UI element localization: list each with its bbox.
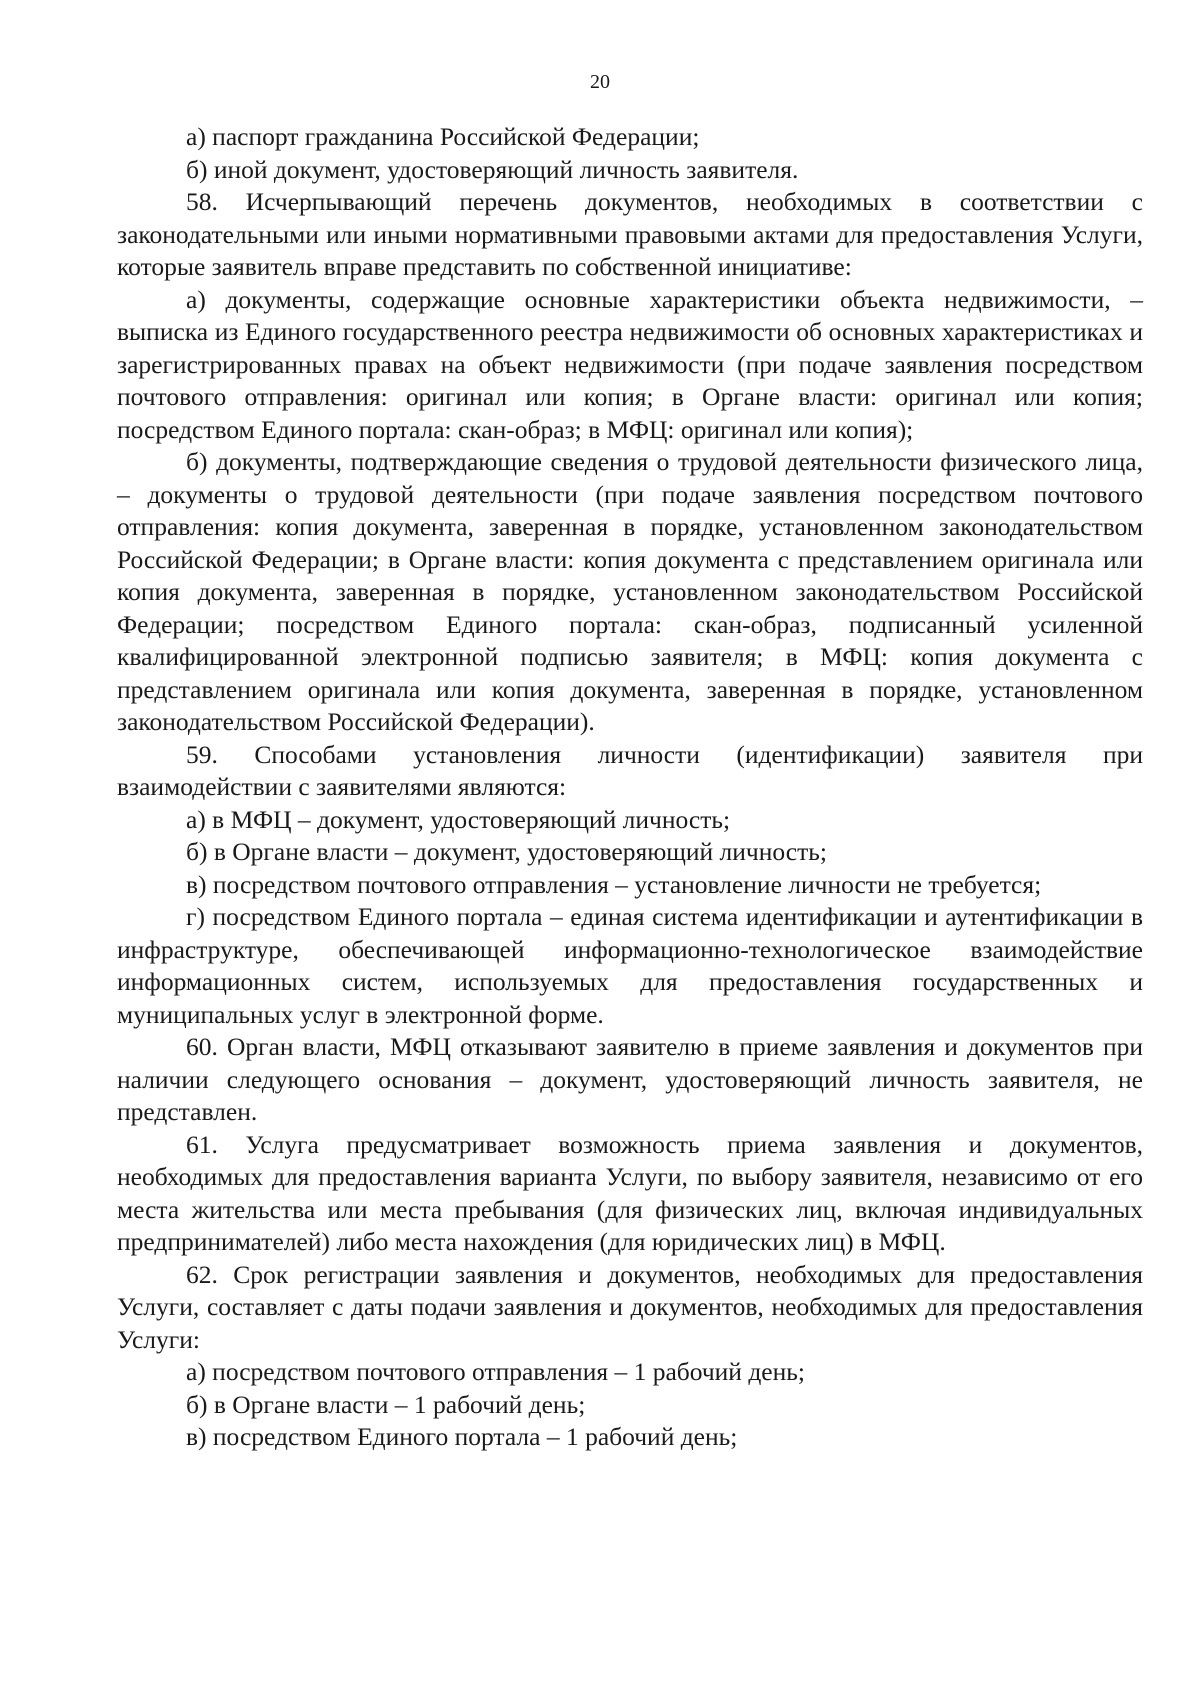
paragraph-61-extraterritorial: 61. Услуга предусматривает возможность приема заявления и документов, необходимых для предоставления варианта Услуги, по выбору заявителя, независимо от его места жительства или места пребывания (для физических лиц, включая индивидуальных предпринимателей) либо места нахождения (для юридических лиц) в МФЦ. <box>117 1129 1143 1256</box>
paragraph-62-registration-term: 62. Срок регистрации заявления и документов, необходимых для предоставления Услуги, составляет с даты подачи заявления и документов, необходимых для предоставления Услуги: <box>117 1259 1143 1354</box>
paragraph-58b-labor-activity: б) документы, подтверждающие сведения о трудовой деятельности физического лица, – документы о трудовой деятельности (при подаче заявления посредством почтового отправления: копия документа, заверенная в порядке, установленном законодательством Российской Федерации; в Органе власти: копия документа с представлением оригинала или копия документа, заверенная в порядке, установленном законодательством Российской Федерации; посредством Единого портала: скан-образ, подписанный усиленной квалифицированной электронной подписью заявителя; в МФЦ: копия документа с представлением оригинала или копия документа, заверенная в порядке, установленном законодательством Российской Федерации). <box>117 447 1143 736</box>
paragraph-62v-portal: в) посредством Единого портала – 1 рабочий день; <box>186 1422 738 1451</box>
page-number: 20 <box>590 71 610 93</box>
paragraph-59a-mfc: а) в МФЦ – документ, удостоверяющий личность; <box>186 804 731 834</box>
paragraph-62a-post: а) посредством почтового отправления – 1 рабочий день; <box>186 1357 805 1386</box>
paragraph-other-id-document: б) иной документ, удостоверяющий личность заявителя. <box>186 154 799 184</box>
document-body <box>117 121 1143 1454</box>
paragraph-59b-authority: б) в Органе власти – документ, удостоверяющий личность; <box>186 837 827 866</box>
paragraph-59-identification-methods: 59. Способами установления личности (идентификации) заявителя при взаимодействии с заявителями являются: <box>117 739 1143 801</box>
paragraph-59v-post: в) посредством почтового отправления – установление личности не требуется; <box>186 869 1042 899</box>
paragraph-passport-rf: а) паспорт гражданина Российской Федерации; <box>186 122 700 151</box>
paragraph-62b-authority: б) в Органе власти – 1 рабочий день; <box>186 1389 586 1419</box>
paragraph-58-documents-list: 58. Исчерпывающий перечень документов, необходимых в соответствии с законодательными или иными нормативными правовыми актами для предоставления Услуги, которые заявитель вправе представить по собственной инициативе: <box>117 187 1143 281</box>
paragraph-60-refusal: 60. Орган власти, МФЦ отказывают заявителю в приеме заявления и документов при наличии следующего основания – документ, удостоверяющий личность заявителя, не представлен. <box>117 1032 1143 1126</box>
paragraph-59g-portal: г) посредством Единого портала – единая система идентификации и аутентификации в инфраструктуре, обеспечивающей информационно-технологическое взаимодействие информационных систем, используемых для предоставления государственных и муниципальных услуг в электронной форме. <box>117 902 1143 1029</box>
paragraph-58a-real-estate: а) документы, содержащие основные характеристики объекта недвижимости, – выписка из Единого государственного реестра недвижимости об основных характеристиках и зарегистрированных правах на объект недвижимости (при подаче заявления посредством почтового отправления: оригинал или копия; в Органе власти: оригинал или копия; посредством Единого портала: скан-образ; в МФЦ: оригинал или копия); <box>117 284 1143 444</box>
